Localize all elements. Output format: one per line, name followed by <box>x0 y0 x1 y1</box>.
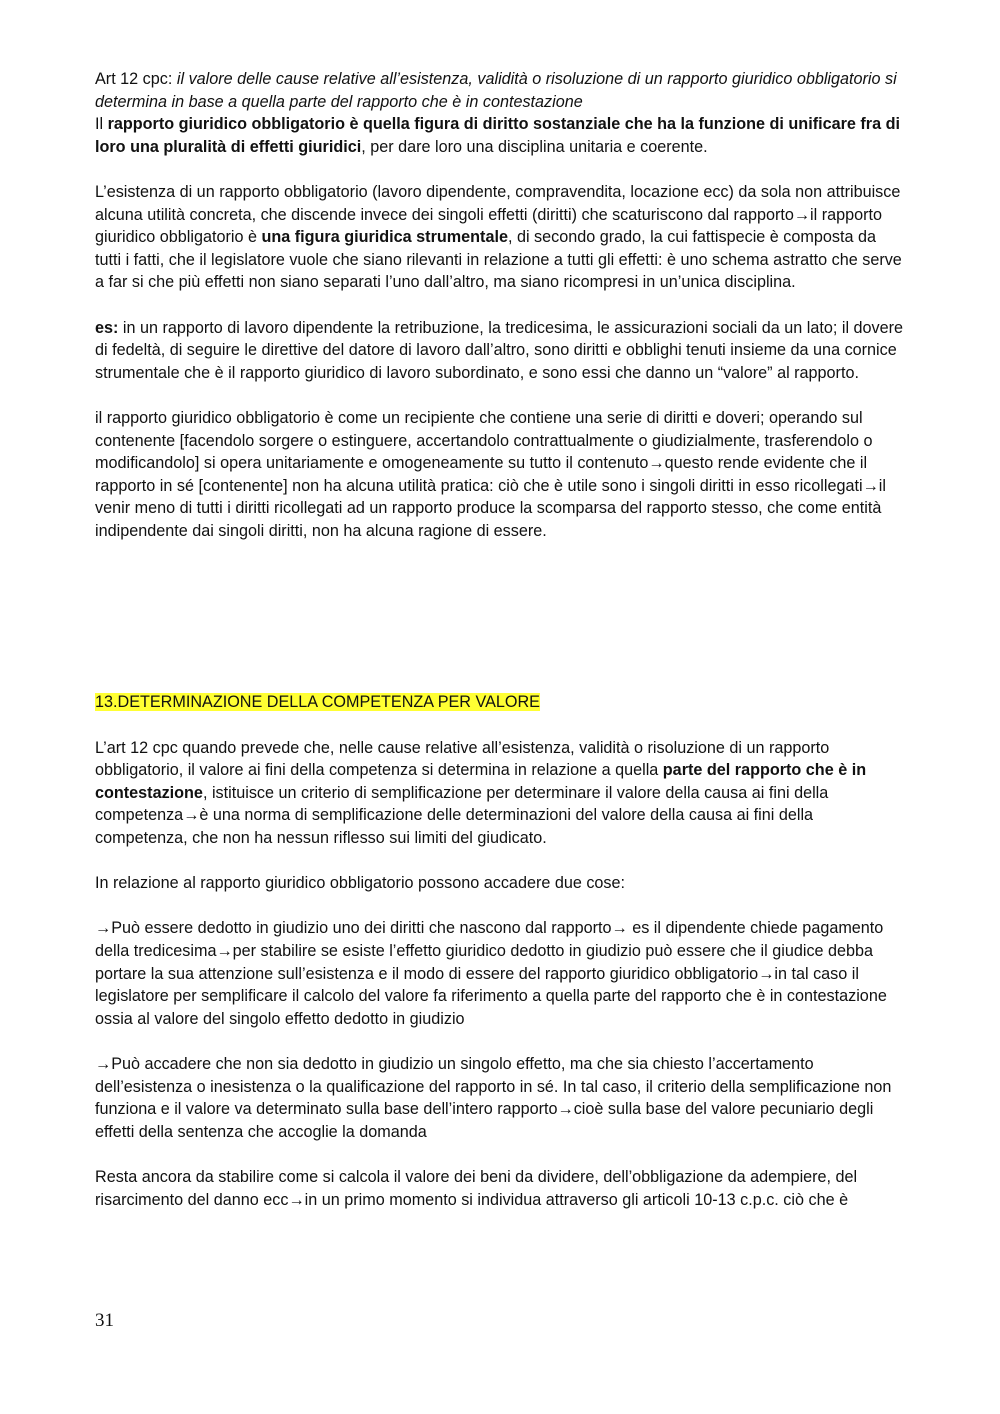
italic-text: il valore delle cause relative all’esistenza, validità o risoluzione di un rapporto giuridico obbligatorio si determina in base a quella parte del rapporto che è in contestazione <box>95 70 897 111</box>
text-run: In relazione al rapporto giuridico obbligatorio possono accadere due cose: <box>95 874 626 893</box>
arrow-right-icon: → <box>862 476 879 495</box>
paragraph <box>95 68 905 113</box>
highlighted-heading-text: 13.DETERMINAZIONE DELLA COMPETENZA PER VALORE <box>95 693 540 712</box>
paragraph <box>95 181 905 294</box>
page-number: 31 <box>95 1310 114 1331</box>
arrow-right-icon: → <box>288 1190 305 1209</box>
arrow-right-icon: → <box>793 205 811 224</box>
text-run: in un primo momento si individua attraverso gli articoli 10-13 c.p.c. ciò che è <box>304 1190 849 1209</box>
text-run: in un rapporto di lavoro dipendente la retribuzione, la tredicesima, le assicurazioni sociali da un lato; il dovere di fedeltà, di seguire le direttive del datore di lavoro dall’altro, sono diritti e obblighi tenuti insieme da una cornice strumentale che è il rapporto giuridico di lavoro subordinato, e sono essi che danno un “valore” al rapporto. <box>95 318 904 382</box>
arrow-right-icon: → <box>95 1054 112 1073</box>
paragraph <box>95 113 905 158</box>
text-run: in tal caso il legislatore per semplificare il calcolo del valore fa riferimento a quella parte del rapporto che è in contestazione ossia al valore del singolo effetto dedotto in giudizio <box>95 964 887 1028</box>
paragraph <box>95 317 905 385</box>
text-run: il rapporto giuridico obbligatorio è come un recipiente che contiene una serie di diritti e doveri; operando sul contenente [facendolo sorgere o estinguere, accertandolo contrattualmente o giudizialmente, trasferendolo o modificandolo] si opera unitariamente e omogeneamente su tutto il contenuto <box>95 408 873 473</box>
arrow-right-icon: → <box>611 919 628 938</box>
text-run: è una norma di semplificazione delle determinazioni del valore della causa ai fini della competenza, che non ha nessun riflesso sui limiti del giudicato. <box>95 806 814 848</box>
text-run: Il <box>95 115 108 134</box>
text-run: es il dipendente chiede pagamento della tredicesima <box>95 919 884 960</box>
paragraph <box>95 872 905 895</box>
text-run: , per dare loro una disciplina unitaria e coerente. <box>361 137 708 156</box>
bold-text: una figura giuridica strumentale <box>261 228 508 247</box>
text-run: Art 12 cpc: <box>95 70 177 88</box>
arrow-right-icon: → <box>216 942 233 960</box>
section-heading <box>95 691 905 714</box>
paragraph <box>95 407 905 543</box>
paragraph <box>95 737 905 850</box>
arrow-right-icon: → <box>95 919 112 938</box>
paragraph <box>95 1166 905 1211</box>
paragraph <box>95 1053 905 1143</box>
arrow-right-icon: → <box>183 806 200 825</box>
text-run: L’art 12 cpc quando prevede che, nelle cause relative all’esistenza, validità o risoluzione di un rapporto obbligatorio, il valore ai fini della competenza si determina in relazione a quella <box>95 738 830 780</box>
bold-text: parte del rapporto che è in contestazione <box>95 761 867 802</box>
arrow-right-icon: → <box>648 454 665 473</box>
bold-text: rapporto giuridico obbligatorio è quella figura di diritto sostanziale che ha la funzione di unificare fra di loro una pluralità di effetti giuridici <box>95 115 900 156</box>
text-run: , istituisce un criterio di semplificazione per determinare il valore della causa ai fini della competenza <box>95 783 829 825</box>
bold-text: es: <box>95 318 119 337</box>
text-run: L’esistenza di un rapporto obbligatorio (lavoro dipendente, compravendita, locazione ecc) da sola non attribuisce alcuna utilità concreta, che discende invece dei singoli effetti (diritti) che scaturiscono dal rapporto <box>95 182 901 224</box>
text-run: il venir meno di tutti i diritti ricollegati ad un rapporto produce la scomparsa del rapporto stesso, che come entità indipendente dai singoli diritti, non ha alcuna ragione di essere. <box>95 476 886 540</box>
paragraph <box>95 917 905 1030</box>
arrow-right-icon: → <box>758 964 775 983</box>
text-run: il rapporto giuridico obbligatorio è <box>95 205 883 247</box>
text-run: questo rende evidente che il rapporto in sé [contenente] non ha alcuna utilità pratica: ciò che è utile sono i singoli diritti in esso ricollegati <box>95 454 868 495</box>
text-run: Resta ancora da stabilire come si calcola il valore dei beni da dividere, dell’obbligazione da adempiere, del risarcimento del danno ecc <box>95 1167 858 1209</box>
text-run: , di secondo grado, la cui fattispecie è composta da tutti i fatti, che il legislatore vuole che siano rilevanti in relazione a tutti gli effetti: è uno schema astratto che serve a far si che più effetti non siano separati l’uno dall’altro, ma siano ricompresi in un’unica disciplina. <box>95 228 902 292</box>
document-body <box>95 68 905 1234</box>
text-run: Può accadere che non sia dedotto in giudizio un singolo effetto, ma che sia chiesto l’accertamento dell’esistenza o inesistenza o la qualificazione del rapporto in sé. In tal caso, il criterio della semplificazione non funziona e il valore va determinato sulla base dell’intero rapporto <box>95 1054 892 1119</box>
text-run: per stabilire se esiste l’effetto giuridico dedotto in giudizio può essere che il giudice debba portare la sua attenzione sull’esistenza e il modo di essere del rapporto giuridico obbligatorio <box>95 942 874 983</box>
text-run: cioè sulla base del valore pecuniario degli effetti della sentenza che accoglie la domanda <box>95 1100 874 1141</box>
text-run: Può essere dedotto in giudizio uno dei diritti che nascono dal rapporto <box>111 919 612 938</box>
arrow-right-icon: → <box>557 1100 574 1119</box>
